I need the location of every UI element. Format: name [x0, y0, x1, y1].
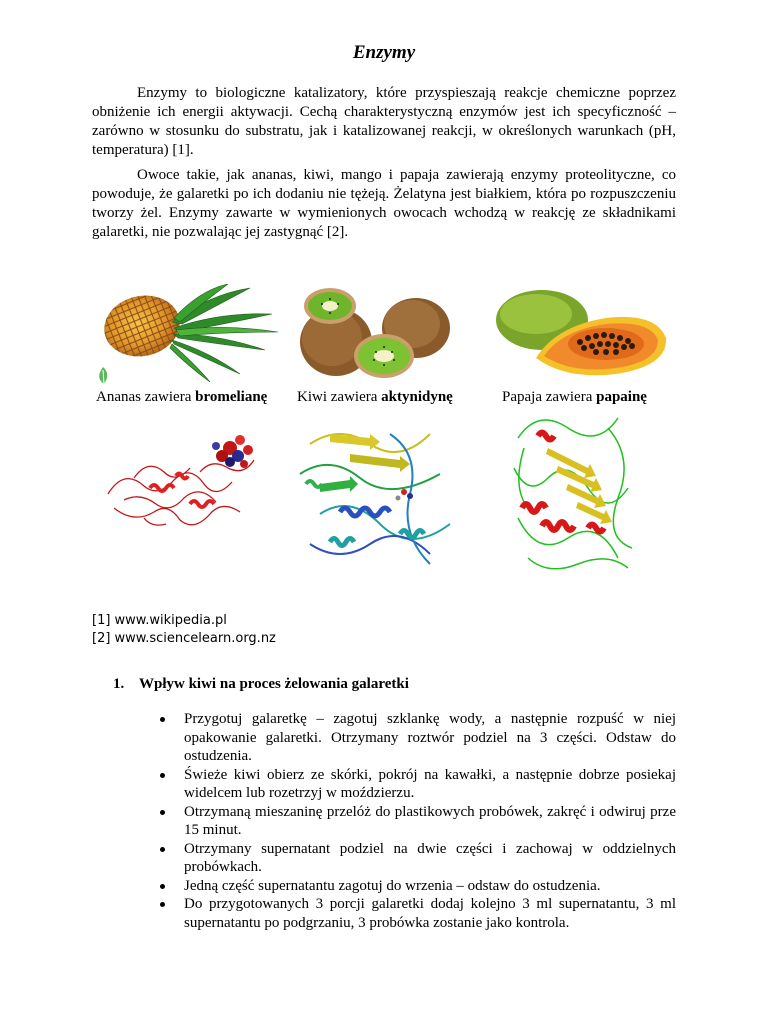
- section-heading: [113, 676, 409, 693]
- step-text: Świeże kiwi obierz ze skórki, pokrój na kawałki, a następnie dobrze posiekaj widelcem lub rozetrzyj w moździerzu.: [184, 766, 676, 801]
- bullet-icon: [160, 884, 165, 889]
- list-item: [158, 803, 676, 840]
- bullet-icon: [160, 810, 165, 815]
- bromelain-structure-image: [104, 428, 264, 532]
- list-item: [158, 877, 676, 896]
- step-text: Do przygotowanych 3 porcji galaretki dodaj kolejno 3 ml supernatantu, 3 ml supernatantu po podgrzaniu, 3 probówka zostanie jako kontrola.: [184, 896, 676, 931]
- step-text: Otrzymaną mieszaninę przelóż do plastikowych probówek, zakręć i odwiruj prze 15 minut.: [184, 803, 676, 838]
- step-text: Jedną część supernatantu zagotuj do wrzenia – odstaw do ostudzenia.: [184, 877, 601, 894]
- list-item: [158, 895, 676, 932]
- kiwi-caption: [297, 389, 453, 406]
- bullet-icon: [160, 847, 165, 852]
- intro-paragraph: Enzymy to biologiczne katalizatory, które przyspieszają reakcje chemiczne poprzez obniżenie ich energii aktywacji. Cechą charakterystyczną enzymów jest ich specyficzność – zarówno w stosunku do substratu, jak i katalizowanej reakcji, w określonych warunkach (pH, temperatura) [1].: [92, 85, 676, 158]
- list-item: [158, 710, 676, 766]
- caption-text: Kiwi zawiera: [297, 389, 382, 405]
- bullet-icon: [160, 902, 165, 907]
- fruits-paragraph: Owoce takie, jak ananas, kiwi, mango i papaja zawierają enzymy proteolityczne, co powoduje, że galaretki po ich dodaniu nie tężeją. Żelatyna jest białkiem, która po rozpuszczeniu tworzy żel. Enzymy zawarte w wymienionych owocach wchodzą w reakcję ze składnikami galaretki, nie pozwalając jej zastygnąć [2].: [92, 167, 676, 240]
- papaya-caption: [502, 389, 647, 406]
- step-text: Przygotuj galaretkę – zagotuj szklankę wody, a następnie rozpuść w niej opakowanie galaretki. Otrzymany roztwór podziel na 3 części. Odstaw do ostudzenia.: [184, 711, 676, 764]
- kiwi-image: [298, 284, 458, 384]
- steps-list: [158, 710, 676, 932]
- page-title: Enzymy: [352, 42, 416, 63]
- step-text: Otrzymany supernatant podziel na dwie części i zachowaj w oddzielnych probówkach.: [184, 840, 676, 875]
- references: [92, 612, 276, 648]
- leaf-icon: [94, 366, 112, 386]
- enzyme-name: papainę: [596, 389, 647, 405]
- actinidin-structure-image: [290, 414, 460, 570]
- pineapple-image: [100, 284, 280, 384]
- papaya-image: [496, 286, 676, 384]
- list-item: [158, 840, 676, 877]
- pineapple-caption: [96, 389, 267, 406]
- enzyme-name: aktynidynę: [381, 389, 453, 405]
- papain-structure-image: [508, 408, 638, 576]
- caption-text: Ananas zawiera: [96, 389, 196, 405]
- bullet-icon: [160, 717, 165, 722]
- bullet-icon: [160, 773, 165, 778]
- caption-text: Papaja zawiera: [502, 389, 597, 405]
- reference-item: [2] www.sciencelearn.org.nz: [92, 631, 276, 646]
- reference-item: [1] www.wikipedia.pl: [92, 613, 227, 628]
- enzyme-name: bromelianę: [195, 389, 268, 405]
- section-title: Wpływ kiwi na proces żelowania galaretki: [139, 676, 409, 692]
- section-number: 1.: [113, 676, 125, 692]
- list-item: [158, 766, 676, 803]
